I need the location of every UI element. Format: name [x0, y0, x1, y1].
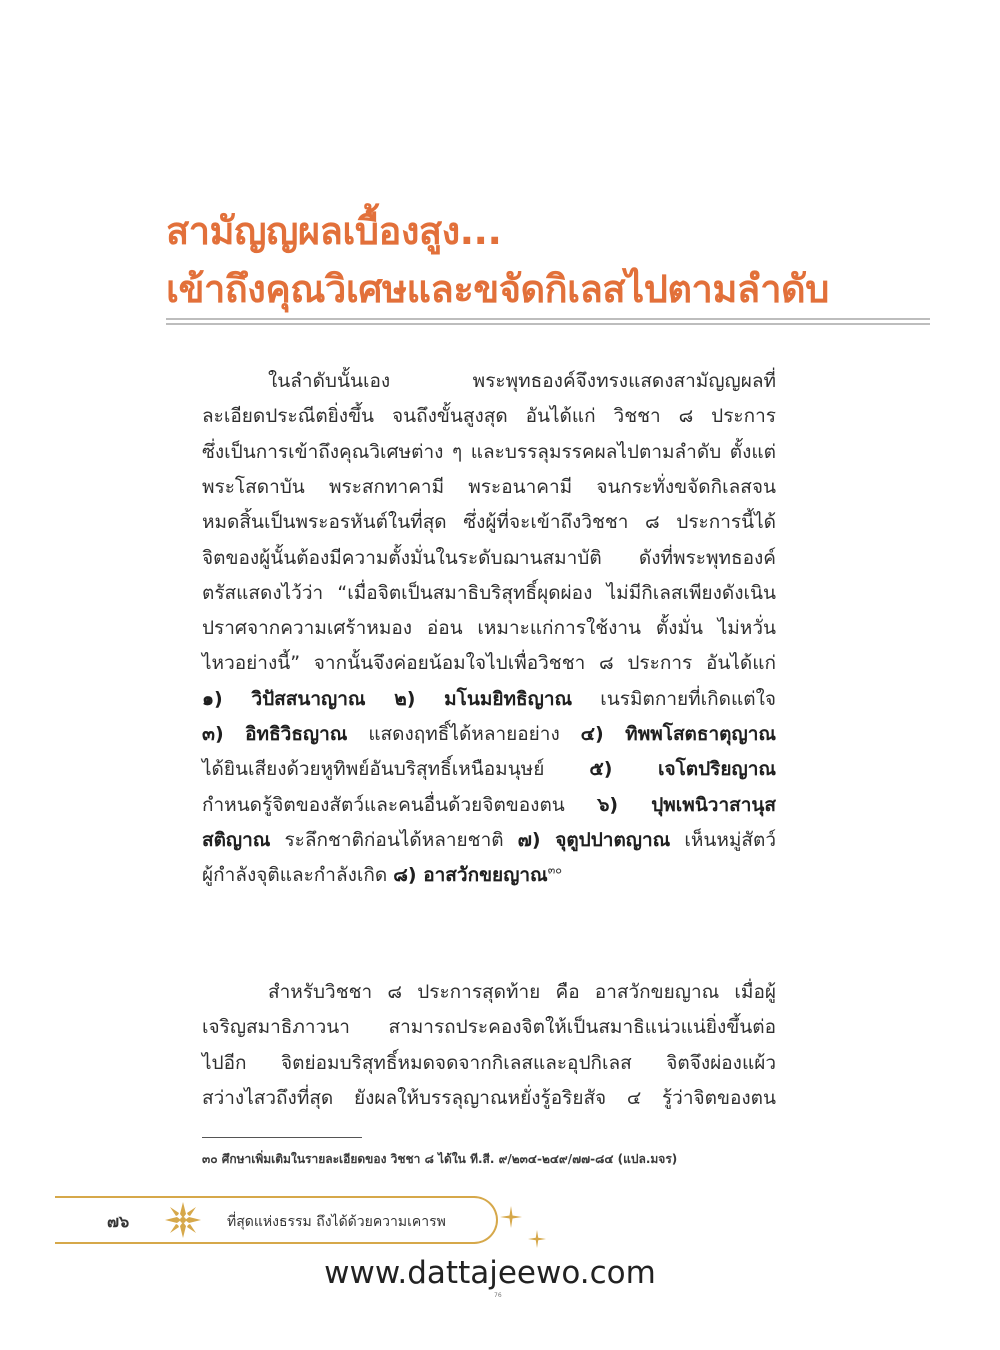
body-text-line: ในลำดับนั้นเอง พระพุทธองค์จึงทรงแสดงสามัญญผลที่	[268, 370, 776, 392]
footnote-reference: ๓๐	[547, 863, 562, 877]
body-text-line: ไหวอย่างนี้” จากนั้นจึงค่อยน้อมใจไปเพื่อวิชชา ๘ ประการ อันได้แก่	[202, 652, 776, 675]
title-divider-bottom	[166, 323, 930, 325]
footer-border-top	[55, 1196, 475, 1198]
chapter-title-line-1: สามัญญผลเบื้องสูง...	[166, 209, 502, 253]
body-text-line: ผู้กำลังจุติและกำลังเกิด ๘) อาสวักขยญาณ$^{๓๐}$	[202, 863, 562, 887]
sparkle-icon	[500, 1206, 522, 1228]
body-text-line: สว่างไสวถึงที่สุด ยังผลให้บรรลุญาณหยั่งรู้อริยสัจ ๔ รู้ว่าจิตของตน	[202, 1086, 776, 1109]
body-text-line: พระโสดาบัน พระสกทาคามี พระอนาคามี จนกระทั่งขจัดกิเลสจน	[202, 475, 776, 498]
body-text-line: ปราศจากความเศร้าหมอง อ่อน เหมาะแก่การใช้งาน ตั้งมั่น ไม่หวั่น	[202, 617, 776, 640]
body-text-line: สำหรับวิชชา ๘ ประการสุดท้าย คือ อาสวักขยญาณ เมื่อผู้	[268, 981, 776, 1003]
body-text-line: ละเอียดประณีตยิ่งขึ้น จนถึงขั้นสูงสุด อันได้แก่ วิชชา ๘ ประการ	[202, 405, 776, 428]
body-text-line: เจริญสมาธิภาวนา สามารถประคองจิตให้เป็นสมาธิแน่วแน่ยิ่งขึ้นต่อ	[202, 1016, 776, 1039]
body-text-line: ตรัสแสดงไว้ว่า “เมื่อจิตเป็นสมาธิบริสุทธิ์ผุดผ่อง ไม่มีกิเลสเพียงดังเนิน	[202, 581, 776, 604]
body-text-line: กำหนดรู้จิตของสัตว์และคนอื่นด้วยจิตของตน ๖) ปุพเพนิวาสานุส	[202, 793, 776, 816]
body-text-line: จิตของผู้นั้นต้องมีความตั้งมั่นในระดับฌานสมาบัติ ดังที่พระพุทธองค์	[202, 546, 776, 569]
body-text-line: ได้ยินเสียงด้วยหูทิพย์อันบริสุทธิ์เหนือมนุษย์ ๕) เจโตปริยญาณ	[202, 758, 777, 781]
page-footer	[55, 1196, 500, 1244]
ornament-icon	[163, 1200, 203, 1240]
page-number: ๗๖	[107, 1212, 130, 1231]
title-divider-top	[166, 318, 930, 320]
footer-border-bottom	[55, 1242, 475, 1244]
body-text-line: สติญาณ ระลึกชาติก่อนได้หลายชาติ ๗) จุตูปปาตญาณ เห็นหมู่สัตว์	[202, 828, 776, 851]
scan-page-number: 76	[494, 1292, 502, 1299]
sparkle-icon	[528, 1230, 546, 1248]
chapter-title-line-2: เข้าถึงคุณวิเศษและขจัดกิเลสไปตามลำดับ	[166, 267, 829, 311]
body-text-line: ไปอีก จิตย่อมบริสุทธิ์หมดจดจากกิเลสและอุปกิเลส จิตจึงผ่องแผ้ว	[202, 1051, 776, 1074]
footnote-divider	[202, 1137, 362, 1138]
footnote-30: ๓๐ ศึกษาเพิ่มเติมในรายละเอียดของ วิชชา ๘ ได้ใน ที.สี. ๙/๒๓๔-๒๔๙/๗๗-๘๔ (แปล.มจร)	[202, 1152, 678, 1166]
body-text-line: ซึ่งเป็นการเข้าถึงคุณวิเศษต่าง ๆ และบรรลุมรรคผลไปตามลำดับ ตั้งแต่	[202, 440, 776, 463]
body-text-line: หมดสิ้นเป็นพระอรหันต์ในที่สุด ซึ่งผู้ที่จะเข้าถึงวิชชา ๘ ประการนี้ได้	[202, 511, 776, 534]
body-text-line: ๓) อิทธิวิธญาณ แสดงฤทธิ์ได้หลายอย่าง ๔) ทิพพโสตธาตุญาณ	[202, 723, 776, 745]
book-title: ที่สุดแห่งธรรม ถึงได้ด้วยความเคารพ	[227, 1214, 446, 1230]
body-text-line: ๑) วิปัสสนาญาณ ๒) มโนมยิทธิญาณ เนรมิตกายที่เกิดแต่ใจ	[202, 687, 776, 710]
footer-rounded-cap	[450, 1196, 498, 1244]
website-url: www.dattajeewo.com	[324, 1255, 656, 1291]
